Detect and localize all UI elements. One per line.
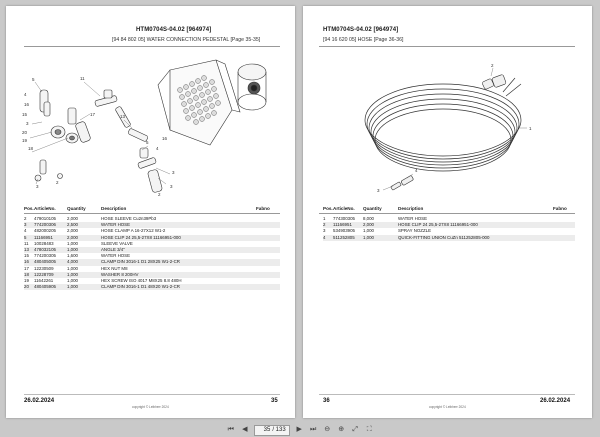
callout-label: 3 xyxy=(26,121,29,126)
page-36 xyxy=(303,6,592,418)
fit-page-icon[interactable]: ⤢ xyxy=(352,426,358,433)
total-pages-label: / 133 xyxy=(272,427,286,433)
table-row: 4 511252805 1,000 QUICK-FITTING UNION CuZn 511252805-000 xyxy=(323,235,575,241)
callout-label: 2 xyxy=(56,180,59,185)
col-header-pos: Pos. xyxy=(323,206,333,211)
callout-label: 1 xyxy=(529,126,532,131)
col-header-description: Description xyxy=(101,206,127,211)
footer-date: 26.02.2024 xyxy=(24,398,55,404)
callout-label: 11 xyxy=(80,76,85,81)
col-header-fabno: Fabno xyxy=(553,206,567,211)
parts-table xyxy=(24,216,280,290)
col-header-quantity: Quantity xyxy=(67,206,86,211)
callout-label: 15 xyxy=(22,112,28,117)
page-number: 36 xyxy=(323,398,330,404)
col-header-quantity: Quantity xyxy=(363,206,382,211)
page-35 xyxy=(6,6,295,418)
footer-date: 26.02.2024 xyxy=(540,398,571,404)
page-number: 35 xyxy=(271,398,278,404)
last-page-icon[interactable]: ⏭ xyxy=(310,426,317,433)
next-page-icon[interactable]: ▶ xyxy=(296,426,302,433)
table-row: 1 774300305 8,000 WATER HOSE xyxy=(323,216,428,221)
table-row: 17 12230509 1,000 HEX NUT M8 xyxy=(24,265,128,271)
first-page-icon[interactable]: ⏮ xyxy=(227,426,234,433)
table-row: 16 480405005 4,000 CLAMP DIN 3016-1 D1 28X25 W1-2-CR xyxy=(24,259,280,265)
footer-copyright: copyright © Leibherr 2024 xyxy=(132,405,169,409)
callout-label: 13 xyxy=(120,114,126,119)
parts-table xyxy=(323,216,575,241)
hose-drawing xyxy=(343,62,543,192)
header-divider xyxy=(319,46,575,47)
table-row: 3 774200306 2,500 WATER HOSE xyxy=(24,222,280,228)
fullscreen-icon[interactable]: ⛶ xyxy=(366,426,372,433)
table-row: 2 479010105 2,000 HOSE SLEEVE Cu2n39Pb3 xyxy=(24,216,157,221)
prev-page-icon[interactable]: ◀ xyxy=(242,426,248,433)
callout-label: 2 xyxy=(158,192,161,197)
page-title: HTM0704S-04.02 [964974] xyxy=(323,27,399,33)
callout-label: 17 xyxy=(90,112,96,117)
table-divider xyxy=(24,213,280,214)
table-divider xyxy=(319,213,575,214)
table-row: 2 11166951 2,000 HOSE CLIP 24 25,5-27X8 11166951-000 xyxy=(323,222,575,228)
table-row: 20 480405905 1,000 CLAMP DIN 3016-1 D1 48X20 W1-2-CR xyxy=(24,284,280,290)
table-row: 13 478032105 1,000 ANGLE 3/4" xyxy=(24,247,280,253)
water-connection-pedestal-drawing xyxy=(20,50,280,200)
callout-label: 5 xyxy=(32,77,35,82)
col-header-description: Description xyxy=(398,206,424,211)
footer-copyright: copyright © Leibherr 2024 xyxy=(429,405,466,409)
table-row: 4 482000205 2,000 HOSE CLAMP A 16-27X12 W1-2 xyxy=(24,228,166,234)
callout-label: 16 xyxy=(24,102,30,107)
callout-label: 5 xyxy=(146,140,149,145)
zoom-in-icon[interactable]: ⊕ xyxy=(338,426,345,433)
callout-label: 3 xyxy=(172,170,175,175)
callout-label: 4 xyxy=(156,146,159,151)
footer-divider xyxy=(319,394,575,395)
callout-label: 18 xyxy=(28,146,34,151)
col-header-fabno: Fabno xyxy=(256,206,270,211)
callout-label: 3 xyxy=(36,184,39,189)
zoom-out-icon[interactable]: ⊖ xyxy=(324,426,331,433)
page-subtitle: [94 16 620 05] HOSE [Page 36-36] xyxy=(323,37,404,43)
callout-label: 16 xyxy=(162,136,168,141)
page-subtitle: [94 84 802 05] WATER CONNECTION PEDESTAL [Page 35-35] xyxy=(112,37,261,43)
callout-label: 20 xyxy=(22,130,28,135)
callout-label: 3 xyxy=(377,188,380,192)
viewer-toolbar xyxy=(0,423,600,437)
col-header-article: ArticleNo. xyxy=(34,206,56,211)
page-indicator xyxy=(254,425,289,436)
table-row: 3 534903905 1,000 SPRAY NOZZLE xyxy=(323,228,432,234)
table-row: 19 11642261 1,000 HEX SCREW ISO 4017 M8X25 8.8 480H xyxy=(24,277,182,283)
table-row: 18 12228709 1,000 WASHER 8 200HV xyxy=(24,272,280,278)
col-header-pos: Pos. xyxy=(24,206,34,211)
table-row: 11 10028483 1,000 SLEEVE VALVE xyxy=(24,240,133,246)
table-row: 5 11166951 2,000 HOSE CLIP 24 25,5-27X8 11166951-000 xyxy=(24,235,280,241)
footer-divider xyxy=(24,394,280,395)
page-number-input[interactable]: 35 xyxy=(263,427,271,433)
callout-label: 19 xyxy=(22,138,28,143)
table-row: 15 774200305 1,600 WATER HOSE xyxy=(24,253,131,259)
callout-label: 4 xyxy=(415,168,418,173)
col-header-article: ArticleNo. xyxy=(333,206,355,211)
callout-label: 3 xyxy=(170,184,173,189)
page-title: HTM0704S-04.02 [964974] xyxy=(136,27,212,33)
callout-label: 4 xyxy=(24,92,27,97)
callout-label: 2 xyxy=(491,63,494,68)
header-divider xyxy=(24,46,280,47)
